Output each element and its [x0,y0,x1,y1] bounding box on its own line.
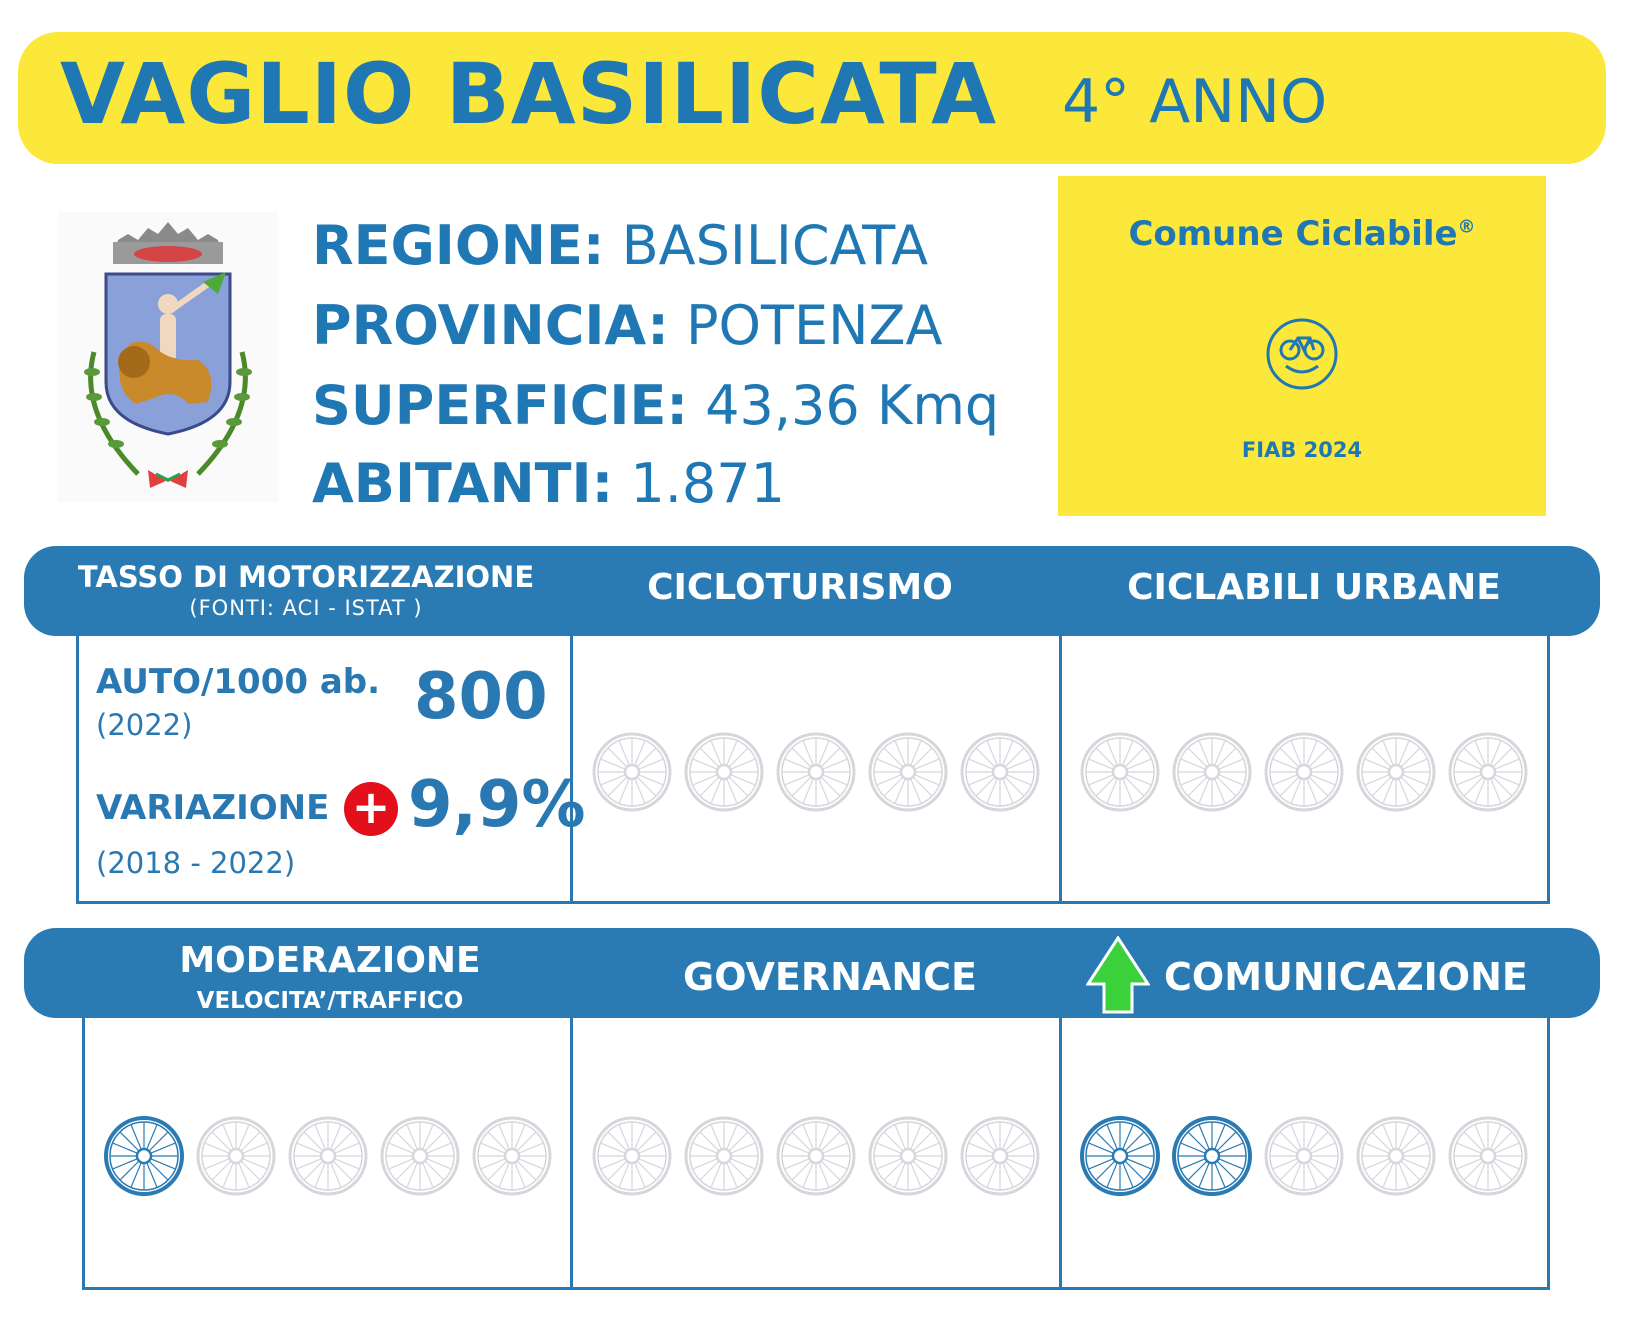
year-label: 4° ANNO [1062,67,1328,137]
wheel-filled-icon [1078,1114,1162,1198]
wheel-empty-icon [1446,1114,1530,1198]
wheel-empty-icon [194,1114,278,1198]
motorizzazione-title: TASSO DI MOTORIZZAZIONE [77,560,535,594]
wheel-empty-icon [378,1114,462,1198]
divider [1059,1018,1062,1290]
ciclabili-urbane-title: CICLABILI URBANE [1127,567,1501,608]
divider [1059,636,1062,904]
wheel-empty-icon [774,730,858,814]
wheel-empty-icon [1262,1114,1346,1198]
variazione-period: (2018 - 2022) [96,846,296,880]
wheel-empty-icon [590,730,674,814]
wheel-empty-icon [1446,730,1530,814]
wheel-empty-icon [958,1114,1042,1198]
regione-label: REGIONE: [312,214,605,277]
superficie-value: 43,36 Kmq [705,374,1000,437]
wheel-empty-icon [1262,730,1346,814]
town-name: VAGLIO BASILICATA [60,45,998,143]
info-abitanti [312,448,785,520]
rating-comunicazione [1078,1114,1538,1198]
up-arrow-icon [1086,936,1150,1014]
wheel-filled-icon [102,1114,186,1198]
moderazione-title: MODERAZIONE [179,940,481,981]
comune-ciclabile-badge [1058,176,1546,516]
wheel-empty-icon [958,730,1042,814]
info-provincia [312,290,942,362]
plus-icon: + [344,782,398,836]
rating-ciclabili-urbane [1078,730,1538,814]
bike-smile-icon [1266,318,1338,390]
wheel-empty-icon [1354,1114,1438,1198]
regione-value: BASILICATA [621,214,929,277]
wheel-empty-icon [286,1114,370,1198]
wheel-empty-icon [1078,730,1162,814]
comunicazione-title: COMUNICAZIONE [1164,955,1528,999]
info-regione [312,210,928,282]
rating-governance [590,1114,1050,1198]
auto-value: 800 [414,660,548,734]
wheel-empty-icon [1170,730,1254,814]
cicloturismo-title: CICLOTURISMO [647,567,953,608]
coat-of-arms-image [58,212,278,502]
variazione-label: VARIAZIONE [96,788,330,828]
wheel-empty-icon [590,1114,674,1198]
badge-title: Comune Ciclabile® [1128,214,1476,254]
wheel-empty-icon [682,1114,766,1198]
superficie-label: SUPERFICIE: [312,374,688,437]
info-superficie [312,370,999,442]
abitanti-label: ABITANTI: [312,452,614,515]
wheel-empty-icon [470,1114,554,1198]
variazione-value: 9,9% [408,768,586,842]
divider [570,1018,573,1290]
wheel-empty-icon [866,730,950,814]
auto-year: (2022) [96,708,193,742]
motorizzazione-sources: (FONTI: ACI - ISTAT ) [189,596,423,620]
abitanti-value: 1.871 [630,452,785,515]
wheel-empty-icon [1354,730,1438,814]
badge-year: FIAB 2024 [1241,438,1363,462]
wheel-empty-icon [682,730,766,814]
auto-label: AUTO/1000 ab. [96,662,381,702]
wheel-empty-icon [774,1114,858,1198]
provincia-value: POTENZA [685,294,943,357]
governance-title: GOVERNANCE [683,955,977,999]
provincia-label: PROVINCIA: [312,294,669,357]
wheel-empty-icon [866,1114,950,1198]
wheel-filled-icon [1170,1114,1254,1198]
moderazione-sub: VELOCITA’/TRAFFICO [196,988,464,1014]
rating-cicloturismo [590,730,1050,814]
rating-moderazione [102,1114,562,1198]
